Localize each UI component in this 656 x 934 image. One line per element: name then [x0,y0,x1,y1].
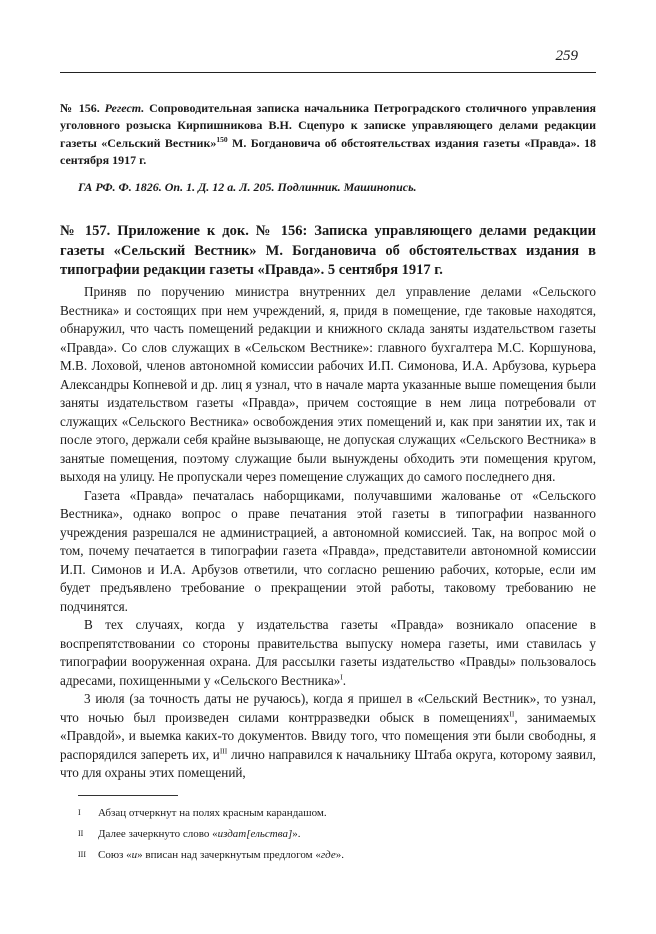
footnote [78,806,578,820]
document-heading: № 157. Приложение к док. № 156: Записка управляющего делами редакции газеты «Сельский Вестник» М. Богдановича об обстоятельствах издания в типографии редакции газеты «Правда». 5 сентября 1917 г. [60,223,596,278]
paragraph-text: Приняв по поручению министра внутренних дел управление делами «Сельского Вестника» и состоящих при нем учреждений, я, придя в помещение, где таковые находятся, обнаружил, что часть помещений редакции и книжного склада заняты издательством газеты «Правда». Со слов служащих в «Сельском Вестнике»: главного бухгалтера М.С. Коршунова, М.В. Лоховой, членов автономной комиссии рабочих И.П. Симонова, И.А. Арбузова, курьера Александры Копневой и др. лиц я узнал, что в начале марта указанные выше помещения были заняты издательством газеты «Правда», причем состоящие в нем лица потребовали от служащих «Сельского Вестника» освобождения этих помещений и, как при занятии их, так и после этого, держали себя крайне вызывающе, не допуская служащих «Сельского Вестника» в занятые помещения, поэтому служащие были вынуждены обходить эти помещения кругом, выходя на улицу. Не пропускали через помещение служащих до самого последнего дня. [60,284,596,484]
paragraph-3: В тех случаях, когда у издательства газеты «Правда» возникало опасение в воспрепятствовании со стороны правительства выпуску номера газеты, ими ставилась у типографии вооруженная охрана. Для рассылки газеты издательство «Правды» пользовалось адресами, похищенными у «Сельского Вестника»$^I$. [60,617,596,688]
paragraph-2 [60,487,596,617]
note-reference: 150 [216,134,228,144]
regest-label: Регест. [104,101,145,115]
paragraph-text: , занимаемых «Правдой», и выемка каких-то документов. Ввиду того, что помещения эти были свободны, я распорядился запереть их, и [60,709,596,762]
footnote-ref: I [340,672,343,682]
footnote-mark: II [78,829,84,838]
regest-text: Сопроводительная записка начальника Петроградского столичного управления уголовного розыска Кирпишникова В.Н. Сцепуро к записке управляющего делами редакции газеты «Сельский Вестник» [60,101,597,150]
paragraph-text: 3 июля (за точность даты не ручаюсь), когда я пришел в «Сельский Вестник», то узнал, что ночью был произведен силами контрразведки обыск в помещениях [60,691,596,725]
archive-reference: ГА РФ. Ф. 1826. Оп. 1. Д. 12 а. Л. 205. Подлинник. Машинопись. [78,180,417,194]
footnote-mark: III [78,850,86,859]
regest-text-continued: М. Богдановича об обстоятельствах издания газеты «Правда». 18 сентября 1917 г. [60,135,596,167]
paragraph-4 [60,690,596,783]
page-number: 259 [555,48,578,64]
regest-number: № 156. [60,101,100,115]
footnotes [78,806,578,869]
footnote-ref: II [509,709,515,719]
footnote-ref: III [219,746,228,756]
paragraph-text: В тех случаях, когда у издательства газеты «Правда» возникало опасение в воспрепятствовании со стороны правительства выпуску номера газеты, ими ставилась у типографии вооруженная охрана. Для рассылки газеты издательство «Правды» пользовалось адресами, похищенными у «Сельского Вестника» [60,617,596,688]
paragraph-text: лично направился к начальнику Штаба округа, которому заявил, что для охраны этих помещений, [60,746,596,780]
document-body [60,283,596,783]
footnote-separator [78,795,178,796]
footnote [78,827,578,841]
footnote-text: Далее зачеркнуто слово «издат[ельства]». [98,828,301,840]
paragraph-text: Газета «Правда» печаталась наборщиками, получавшими жалованье от «Сельского Вестника», однако вопрос о праве печатания этой газеты в типографии названного учреждения разрешался не администрацией, а автономной комиссией. Так, на вопрос мой о том, почему печатается в типографии газета «Правда», представители автономной комиссии И.П. Симонов и И.А. Арбузов ответили, что согласно решению рабочих, которые, если им будет предъявлено требование о прекращении этой работы, таковому требованию не подчинятся. [60,487,596,614]
header-rule [60,72,596,73]
footnote-mark: I [78,808,81,817]
footnote-text: Союз «и» вписан над зачеркнутым предлогом «где». [98,849,344,861]
paragraph-1 [60,283,596,487]
regest-block [60,100,596,169]
footnote-text: Абзац отчеркнут на полях красным карандашом. [98,807,327,819]
footnote [78,848,578,862]
